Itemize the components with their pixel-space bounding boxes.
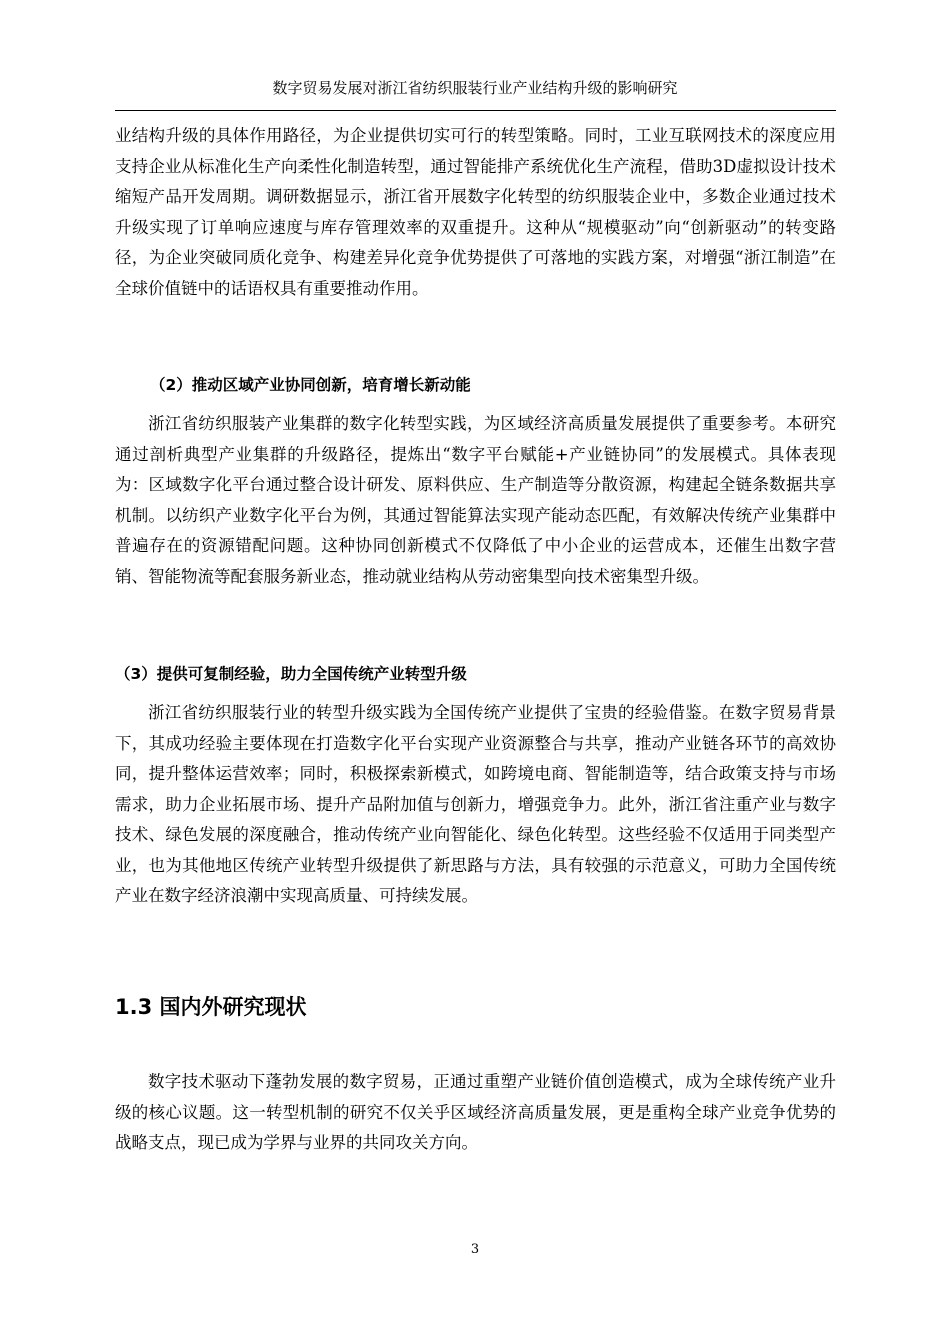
page-number: 3 xyxy=(470,1242,480,1257)
paragraph-4: 数字技术驱动下蓬勃发展的数字贸易，正通过重塑产业链价值创造模式，成为全球传统产业升级的核心议题。这一转型机制的研究不仅关乎区域经济高质量发展，更是重构全球产业竞争优势的战略支点，现已成为学界与业界的共同攻关方向。 xyxy=(115,1072,836,1152)
subheading-2: （2）推动区域产业协同创新，培育增长新动能 xyxy=(150,376,471,394)
subheading-3: （3）提供可复制经验，助力全国传统产业转型升级 xyxy=(115,665,467,683)
paragraph-3: 浙江省纺织服装行业的转型升级实践为全国传统产业提供了宝贵的经验借鉴。在数字贸易背景下，其成功经验主要体现在打造数字化平台实现产业资源整合与共享，推动产业链各环节的高效协同，提升整体运营效率；同时，积极探索新模式，如跨境电商、智能制造等，结合政策支持与市场需求，助力企业拓展市场、提升产品附加值与创新力，增强竞争力。此外，浙江省注重产业与数字技术、绿色发展的深度融合，推动传统产业向智能化、绿色化转型。这些经验不仅适用于同类型产业，也为其他地区传统产业转型升级提供了新思路与方法，具有较强的示范意义，可助力全国传统产业在数字经济浪潮中实现高质量、可持续发展。 xyxy=(115,703,836,905)
paragraph-continued: 业结构升级的具体作用路径，为企业提供切实可行的转型策略。同时，工业互联网技术的深度应用支持企业从标准化生产向柔性化制造转型，通过智能排产系统优化生产流程，借助3D虚拟设计技术缩短产品开发周期。调研数据显示，浙江省开展数字化转型的纺织服装企业中，多数企业通过技术升级实现了订单响应速度与库存管理效率的双重提升。这种从“规模驱动”向“创新驱动”的转变路径，为企业突破同质化竞争、构建差异化竞争优势提供了可落地的实践方案，对增强“浙江制造”在全球价值链中的话语权具有重要推动作用。 xyxy=(115,126,836,298)
section-heading: 1.3 国内外研究现状 xyxy=(115,995,307,1019)
running-header: 数字贸易发展对浙江省纺织服装行业产业结构升级的影响研究 xyxy=(272,79,678,97)
paragraph-2: 浙江省纺织服装产业集群的数字化转型实践，为区域经济高质量发展提供了重要参考。本研究通过剖析典型产业集群的升级路径，提炼出“数字平台赋能+产业链协同”的发展模式。具体表现为：区域数字化平台通过整合设计研发、原料供应、生产制造等分散资源，构建起全链条数据共享机制。以纺织产业数字化平台为例，其通过智能算法实现产能动态匹配，有效解决传统产业集群中普遍存在的资源错配问题。这种协同创新模式不仅降低了中小企业的运营成本，还催生出数字营销、智能物流等配套服务新业态，推动就业结构从劳动密集型向技术密集型升级。 xyxy=(115,414,836,586)
header-divider xyxy=(115,110,836,111)
